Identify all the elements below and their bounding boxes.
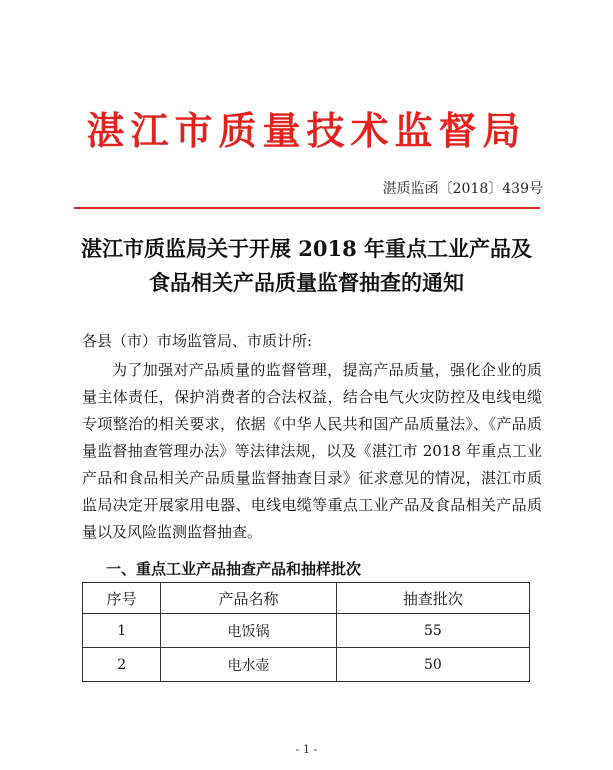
cell-seq: 2: [83, 648, 161, 682]
column-header-seq: 序号: [83, 583, 161, 614]
salutation: 各县（市）市场监管局、市质计所:: [82, 332, 313, 350]
table-row: [83, 648, 530, 682]
agency-header-title: 湛江市质量技术监督局: [86, 108, 527, 153]
document-number: 湛质监函〔2018〕439号: [382, 181, 543, 197]
table-row: [83, 614, 530, 648]
body-paragraph: 为了加强对产品质量的监督管理，提高产品质量，强化企业的质量主体责任，保护消费者的合法权益，结合电气火灾防控及电线电缆专项整治的相关要求，依据《中华人民共和国产品质量法》、《产品质量监督抽查管理办法》等法律法规，以及《湛江市 2018 年重点工业产品和食品相关产品质量监督抽查目录》征求意见的情况，湛江市质监局决定开展家用电器、电线电缆等重点工业产品及食品相关产品质量以及风险监测监督抽查。: [82, 361, 542, 541]
cell-batches: 50: [336, 648, 529, 682]
cell-batches: 55: [336, 614, 529, 648]
body-paragraph-block: [82, 357, 542, 546]
table-header-row: [83, 583, 530, 614]
cell-product: 电饭锅: [161, 614, 336, 648]
cell-seq: 1: [83, 614, 161, 648]
sampling-batch-table: [82, 582, 530, 682]
section-heading: 一、重点工业产品抽查产品和抽样批次: [106, 560, 362, 578]
notice-title: [0, 232, 613, 300]
notice-title-line-2: 食品相关产品质量监督抽查的通知: [149, 270, 464, 295]
cell-product: 电水壶: [161, 648, 336, 682]
column-header-batches: 抽查批次: [336, 583, 529, 614]
column-header-product: 产品名称: [161, 583, 336, 614]
page-number: - 1 -: [295, 743, 318, 756]
red-divider-line: [74, 207, 540, 209]
notice-title-line-1: 湛江市质监局关于开展 2018 年重点工业产品及: [80, 236, 533, 261]
